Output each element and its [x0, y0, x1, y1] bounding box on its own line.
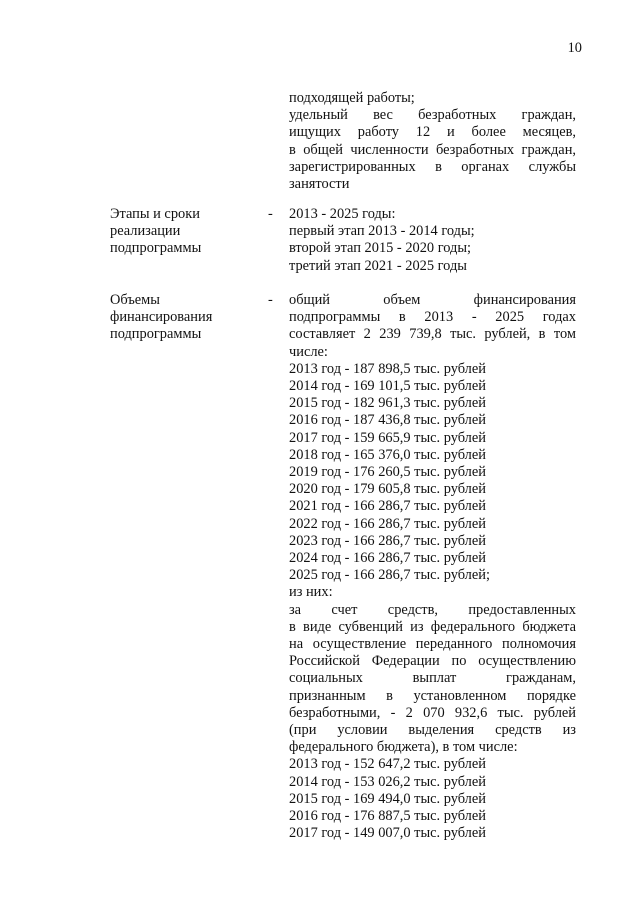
funding-line: безработными, - 2 070 932,6 тыс. рублей [289, 704, 576, 721]
funding-line: 2020 год - 179 605,8 тыс. рублей [289, 481, 486, 498]
funding-line: 2013 год - 187 898,5 тыс. рублей [289, 360, 486, 377]
funding-line: (при условии выделения средств из [289, 722, 576, 739]
funding-line: 2016 год - 187 436,8 тыс. рублей [289, 412, 486, 429]
stages-label-line: Этапы и сроки [110, 206, 200, 222]
funding-line: федерального бюджета), в том числе: [289, 739, 518, 756]
funding-label-line: подпрограммы [110, 326, 202, 343]
funding-line: 2015 год - 169 494,0 тыс. рублей [289, 790, 486, 807]
stages-text [289, 206, 576, 275]
intro-line: ищущих работу 12 и более месяцев, [289, 124, 576, 141]
intro-line: зарегистрированных в органах службы [289, 158, 576, 175]
stages-line: третий этап 2021 - 2025 годы [289, 257, 467, 274]
stages-line: второй этап 2015 - 2020 годы; [289, 240, 472, 257]
funding-label-line: финансирования [110, 309, 213, 326]
stages-label-line: реализации [110, 223, 181, 240]
funding-line: 2018 год - 165 376,0 тыс. рублей [289, 446, 486, 463]
stages-line: 2013 - 2025 годы: [289, 206, 396, 222]
funding-line: 2015 год - 182 961,3 тыс. рублей [289, 395, 486, 412]
funding-line: 2017 год - 149 007,0 тыс. рублей [289, 825, 486, 842]
funding-line: из них: [289, 584, 333, 601]
funding-line: 2016 год - 176 887,5 тыс. рублей [289, 808, 486, 825]
funding-line: 2023 год - 166 286,7 тыс. рублей [289, 532, 486, 549]
funding-dash: - [268, 292, 273, 308]
funding-line: в виде субвенций из федерального бюджета [289, 618, 576, 635]
intro-line: занятости [289, 176, 350, 193]
funding-line: числе: [289, 343, 328, 360]
funding-text [289, 292, 576, 843]
stages-line: первый этап 2013 - 2014 годы; [289, 223, 475, 240]
intro-line: удельный вес безработных граждан, [289, 107, 576, 124]
funding-line: составляет 2 239 739,8 тыс. рублей, в том [289, 326, 576, 343]
page-number: 10 [567, 40, 582, 56]
funding-line: за счет средств, предоставленных [289, 601, 576, 618]
stages-dash: - [268, 206, 273, 222]
intro-line: подходящей работы; [289, 90, 415, 106]
funding-line: 2014 год - 169 101,5 тыс. рублей [289, 378, 486, 395]
funding-line: 2021 год - 166 286,7 тыс. рублей [289, 498, 486, 515]
stages-label-line: подпрограммы [110, 240, 202, 257]
intro-text [289, 90, 576, 193]
funding-line: на осуществление переданного полномочия [289, 636, 576, 653]
funding-line: 2024 год - 166 286,7 тыс. рублей [289, 550, 486, 567]
funding-label [110, 292, 260, 344]
funding-line: 2019 год - 176 260,5 тыс. рублей [289, 464, 486, 481]
funding-line: 2022 год - 166 286,7 тыс. рублей [289, 515, 486, 532]
stages-label [110, 206, 260, 258]
funding-line: социальных выплат гражданам, [289, 670, 576, 687]
funding-line: 2013 год - 152 647,2 тыс. рублей [289, 756, 486, 773]
funding-line: признанным в установленном порядке [289, 687, 576, 704]
funding-line: 2017 год - 159 665,9 тыс. рублей [289, 429, 486, 446]
funding-line: 2025 год - 166 286,7 тыс. рублей; [289, 567, 490, 584]
funding-label-line: Объемы [110, 292, 160, 308]
intro-line: в общей численности безработных граждан, [289, 141, 576, 158]
funding-line: 2014 год - 153 026,2 тыс. рублей [289, 773, 486, 790]
funding-line: Российской Федерации по осуществлению [289, 653, 576, 670]
funding-line: подпрограммы в 2013 - 2025 годах [289, 309, 576, 326]
funding-line: общий объем финансирования [289, 292, 576, 308]
